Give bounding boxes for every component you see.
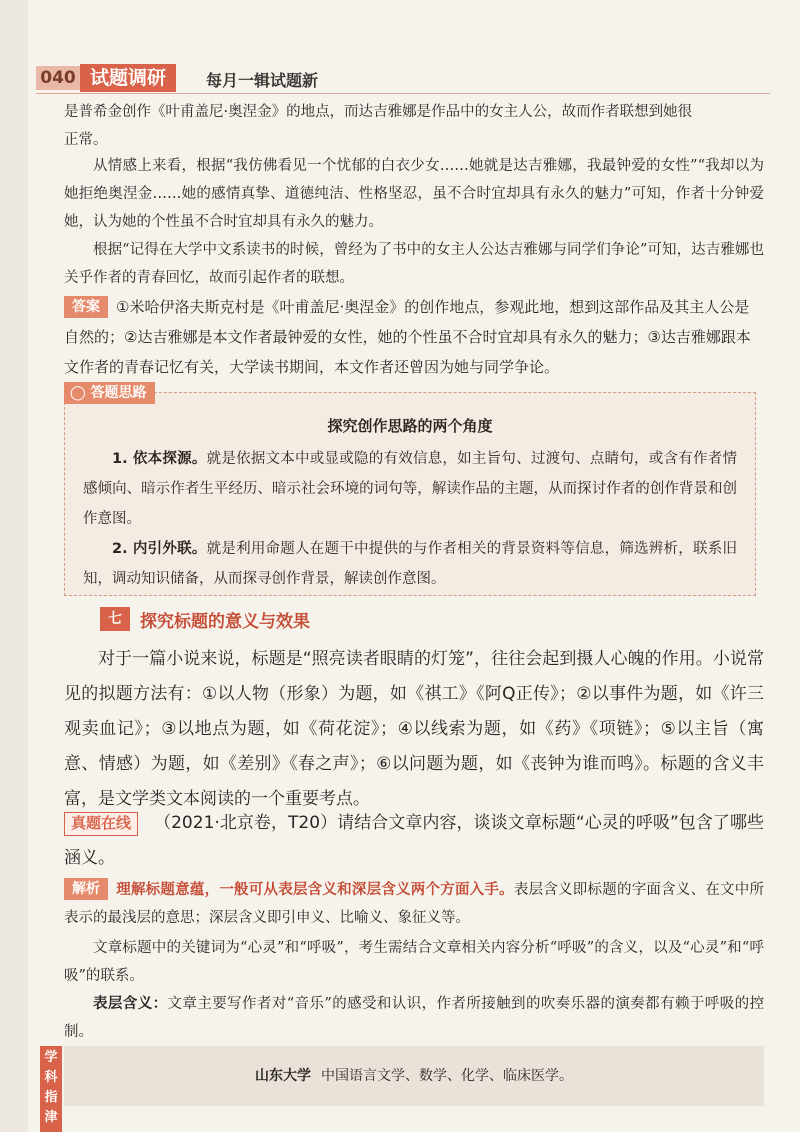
tip-item-2-text: 就是利用命题人在题干中提供的与作者相关的背景资料等信息，筛选辨析，联系旧知，调动知识储备，从而探寻创作背景，解读创作意图。 [83,541,737,587]
answer-text: ①米哈伊洛夫斯克村是《叶甫盖尼·奥涅金》的创作地点，参观此地，想到这部作品及其主人公是自然的；②达吉雅娜是本文作者最钟爱的女性，她的个性虽不合时宜却具有永久的魅力；③达吉雅娜跟本文作者的青春记忆有关，大学读书期间，本文作者还曾因为她与同学争论。 [64,298,751,376]
section-title: 探究标题的意义与效果 [140,611,310,632]
analysis-highlight: 理解标题意蕴，一般可从表层含义和深层含义两个方面入手。 [116,882,514,898]
tips-heading: 探究创作思路的两个角度 [327,417,493,435]
page-header [36,62,770,92]
surface-label: 表层含义： [93,996,168,1012]
section-number: 七 [100,607,130,631]
section-paragraph [64,642,764,817]
emotion-paragraph [64,152,764,236]
memory-paragraph [64,236,764,292]
tip-item-1-text: 就是依据文本中或显或隐的有效信息，如主旨句、过渡句、点睛句，或含有作者情感倾向、暗示作者生平经历、暗示社会环境的词句等，解读作品的主题，从而探讨作者的创作背景和创作意图。 [83,451,737,527]
tips-tag-label: 答题思路 [90,385,147,401]
section-heading [100,606,310,632]
paragraph-text: 根据“记得在大学中文系读书的时候，曾经为了书中的女主人公达吉雅娜与同学们争论”可知，达吉雅娜也关乎作者的青春回忆，故而引起作者的联想。 [64,242,764,286]
tip-item-1-title: 1. 依本探源。 [112,451,207,467]
tips-box [64,392,756,596]
question-text: （2021·北京卷，T20）请结合文章内容，谈谈文章标题“心灵的呼吸”包含了哪些涵义。 [64,813,764,868]
footer-majors: 中国语言文学、数学、化学、临床医学。 [321,1068,573,1084]
analysis-text: 表层含义即标题的字面含义、在文中所表示的最浅层的意思；深层含义即引申义、比喻义、象征义等。 [64,882,765,926]
question-tag: 真题在线 [64,812,138,836]
tip-item-2-title: 2. 内引外联。 [112,541,207,557]
page-footer [64,1046,764,1106]
intro-line-2: 正常。 [64,132,108,148]
header-subtitle: 每月一辑试题新 [206,71,319,90]
footer-school: 山东大学 [255,1068,311,1084]
surface-text: 文章主要写作者对“音乐”的感受和认识，作者所接触到的吹奏乐器的演奏都有赖于呼吸的控制。 [64,996,765,1040]
page-edge [0,0,28,1132]
question-block [64,806,764,876]
section-label: 试题调研 [80,64,176,92]
side-tab: 学科指津 [40,1046,62,1132]
answer-tag: 答案 [64,296,108,318]
analysis-block [64,876,764,932]
analysis-tag: 解析 [64,878,108,900]
section-text: 对于一篇小说来说，标题是“照亮读者眼睛的灯笼”，往往会起到摄人心魄的作用。小说常见的拟题方法有：①以人物（形象）为题，如《祺工》《阿Q正传》；②以事件为题，如《许三观卖血记》；③以地点为题，如《荷花淀》；④以线索为题，如《药》《项链》；⑤以主旨（寓意、情感）为题，如《差别》《春之声》；⑥以问题为题，如《丧钟为谁而鸣》。标题的含义丰富，是文学类文本阅读的一个重要考点。 [64,649,764,809]
surface-paragraph [64,990,764,1046]
intro-paragraph [64,98,764,154]
tips-tag [64,382,155,404]
paragraph-text: 文章标题中的关键词为“心灵”和“呼吸”，考生需结合文章相关内容分析“呼吸”的含义，以及“心灵”和“呼吸”的联系。 [64,940,764,984]
tips-body [65,436,755,594]
lightbulb-icon: ◯ [70,385,86,401]
answer-block [64,292,764,382]
intro-line-1: 是普希金创作《叶甫盖尼·奥涅金》的地点，而达吉雅娜是作品中的女主人公，故而作者联想到她很 [64,104,693,120]
page-number: 040 [36,66,80,90]
paragraph-text: 从情感上来看，根据“我仿佛看见一个忧郁的白衣少女……她就是达吉雅娜，我最钟爱的女性”“我却以为她拒绝奥涅金……她的感情真挚、道德纯洁、性格坚忍，虽不合时宜却具有永久的魅力”可知，作者十分钟爱她，认为她的个性虽不合时宜却具有永久的魅力。 [64,158,764,230]
header-divider [36,93,770,94]
keywords-paragraph [64,934,764,990]
